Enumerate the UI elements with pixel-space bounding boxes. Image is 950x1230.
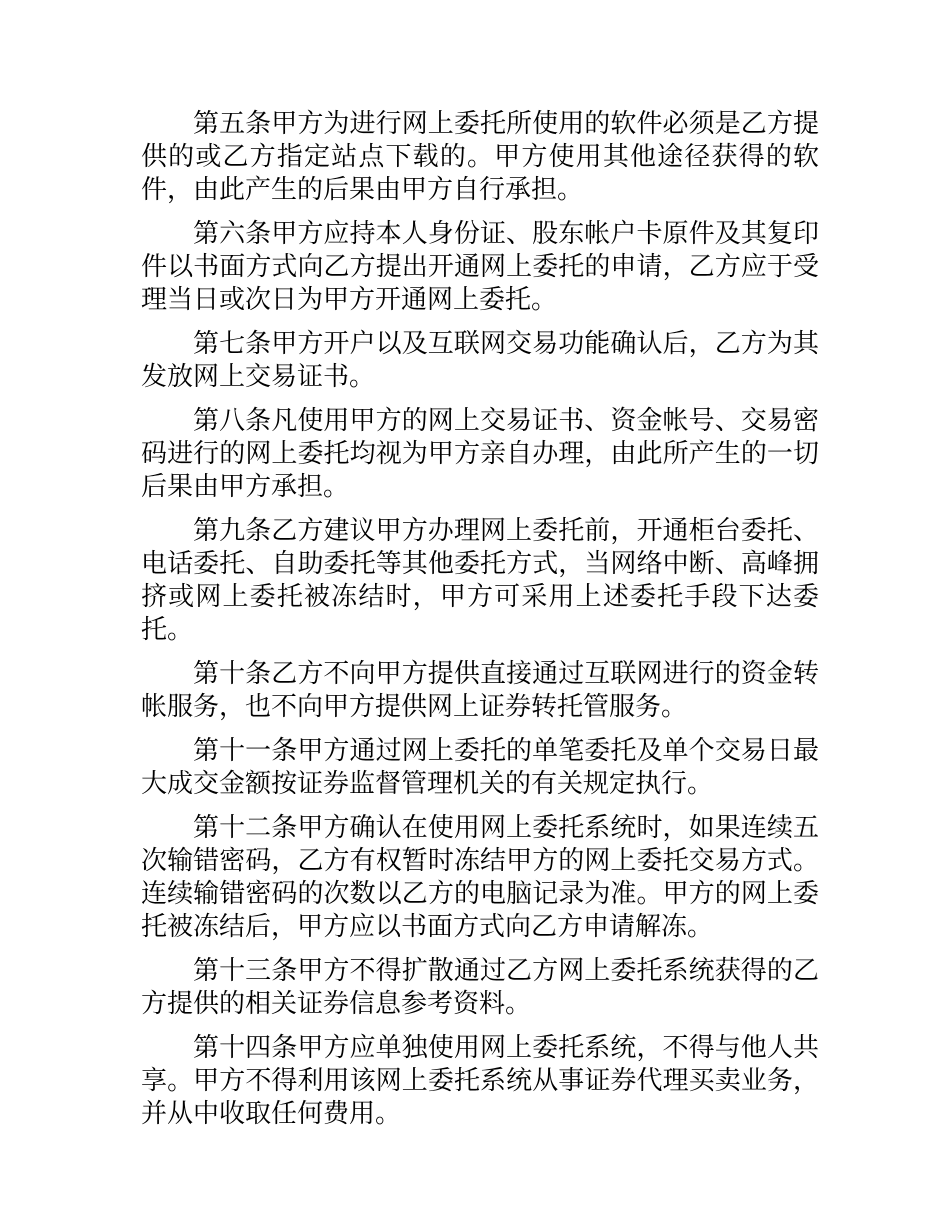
clause-14: 第十四条甲方应单独使用网上委托系统，不得与他人共享。甲方不得利用该网上委托系统从事证券代理买卖业务，并从中收取任何费用。 [141,1033,819,1129]
clause-6: 第六条甲方应持本人身份证、股东帐户卡原件及其复印件以书面方式向乙方提出开通网上委托的申请，乙方应于受理当日或次日为甲方开通网上委托。 [141,219,819,315]
clause-7: 第七条甲方开户以及互联网交易功能确认后，乙方为其发放网上交易证书。 [141,329,819,392]
clause-13: 第十三条甲方不得扩散通过乙方网上委托系统获得的乙方提供的相关证券信息参考资料。 [141,956,819,1019]
clause-10: 第十条乙方不向甲方提供直接通过互联网进行的资金转帐服务，也不向甲方提供网上证券转托管服务。 [141,659,819,722]
clause-12: 第十二条甲方确认在使用网上委托系统时，如果连续五次输错密码，乙方有权暂时冻结甲方的网上委托交易方式。连续输错密码的次数以乙方的电脑记录为准。甲方的网上委托被冻结后，甲方应以书面方式向乙方申请解冻。 [141,813,819,942]
document-body [141,108,819,1142]
clause-9: 第九条乙方建议甲方办理网上委托前，开通柜台委托、电话委托、自助委托等其他委托方式，当网络中断、高峰拥挤或网上委托被冻结时，甲方可采用上述委托手段下达委托。 [141,516,819,645]
clause-5: 第五条甲方为进行网上委托所使用的软件必须是乙方提供的或乙方指定站点下载的。甲方使用其他途径获得的软件，由此产生的后果由甲方自行承担。 [141,109,819,205]
clause-11: 第十一条甲方通过网上委托的单笔委托及单个交易日最大成交金额按证券监督管理机关的有关规定执行。 [141,736,819,799]
clause-8: 第八条凡使用甲方的网上交易证书、资金帐号、交易密码进行的网上委托均视为甲方亲自办理，由此所产生的一切后果由甲方承担。 [141,406,819,502]
